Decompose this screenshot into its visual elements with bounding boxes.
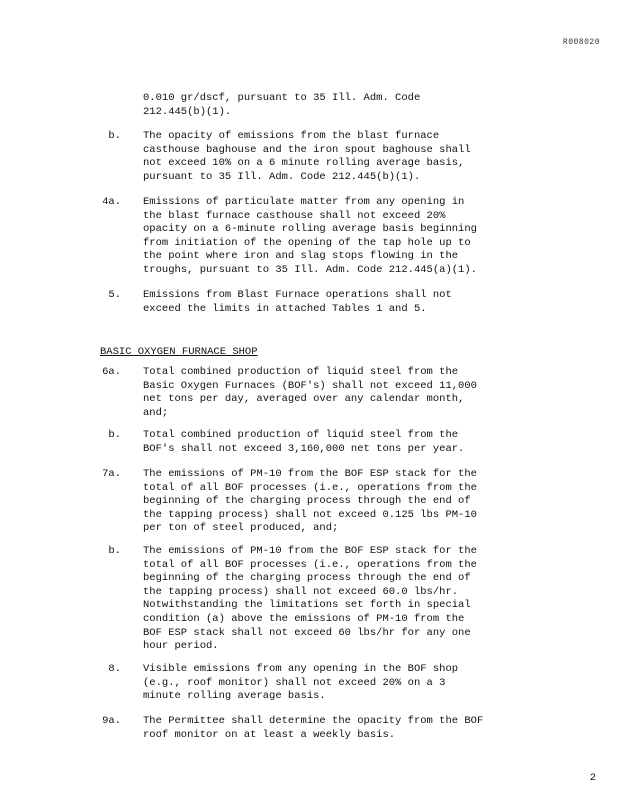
condition-label: 9a. [102, 715, 121, 727]
condition-label: b. [108, 130, 121, 142]
condition-label: 7a. [102, 468, 121, 480]
document-id: R008020 [562, 38, 600, 47]
condition-label: 8. [108, 663, 121, 675]
condition-text: Emissions of particulate matter from any opening in the blast furnace casthouse shall not exceed 20% opacity on a 6-minute rolling average basis beginning from initiation of the opening of the tap hole up to the point where iron and slag stops flowing in the troughs, pursuant to 35 Ill. Adm. Code 212.445(a)(1). [143, 196, 477, 276]
section-heading: BASIC OXYGEN FURNACE SHOP [100, 346, 258, 358]
page-number: 2 [589, 772, 596, 784]
condition-text: Emissions from Blast Furnace operations shall not exceed the limits in attached Tables 1 and 5. [143, 289, 452, 315]
condition-label: b. [108, 545, 121, 557]
condition-text: Total combined production of liquid steel from the Basic Oxygen Furnaces (BOF's) shall not exceed 11,000 net tons per day, averaged over any calendar month, and; [143, 366, 477, 419]
condition-text: The opacity of emissions from the blast furnace casthouse baghouse and the iron spout baghouse shall not exceed 10% on a 6 minute rolling average basis, pursuant to 35 Ill. Adm. Code 212.445(b)(1). [143, 130, 471, 183]
condition-text: The emissions of PM-10 from the BOF ESP stack for the total of all BOF processes (i.e., operations from the beginning of the charging process through the end of the tapping process) shall not exceed 60.0 lbs/hr. Notwithstanding the limitations set forth in special condition (a) above the emissions of PM-10 from the BOF ESP stack shall not exceed 60 lbs/hr for any one hour period. [143, 545, 477, 653]
condition-text: The emissions of PM-10 from the BOF ESP stack for the total of all BOF processes (i.e., operations from the beginning of the charging process through the end of the tapping process) shall not exceed 0.125 lbs PM-10 per ton of steel produced, and; [143, 468, 477, 535]
condition-text: Visible emissions from any opening in the BOF shop (e.g., roof monitor) shall not exceed 20% on a 3 minute rolling average basis. [143, 663, 459, 703]
condition-text: Total combined production of liquid steel from the BOF's shall not exceed 3,160,000 net tons per year. [143, 429, 465, 455]
condition-text: The Permittee shall determine the opacity from the BOF roof monitor on at least a weekly basis. [143, 715, 484, 741]
condition-label: 4a. [102, 196, 121, 208]
condition-text: 0.010 gr/dscf, pursuant to 35 Ill. Adm. Code 212.445(b)(1). [143, 92, 421, 118]
condition-label: 6a. [102, 366, 121, 378]
condition-label: b. [108, 429, 121, 441]
condition-label: 5. [108, 289, 121, 301]
